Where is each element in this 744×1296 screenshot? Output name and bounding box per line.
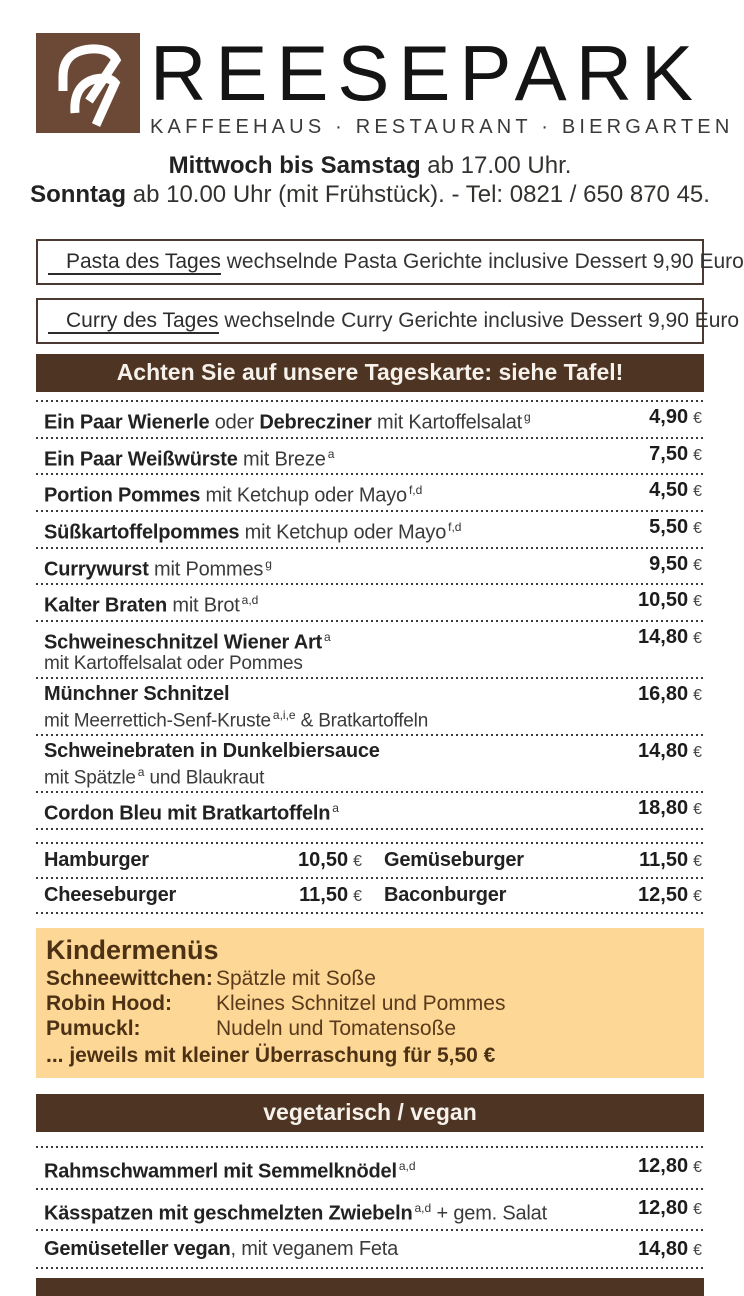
item-subline bbox=[44, 762, 380, 788]
item-text: & Bratkartoffeln bbox=[295, 709, 429, 731]
special-box-pasta bbox=[36, 239, 744, 285]
kids-menu-item bbox=[46, 966, 688, 991]
item-name-block bbox=[44, 589, 258, 617]
item-price: 14,80 € bbox=[638, 739, 702, 762]
euro-sign: € bbox=[693, 743, 702, 761]
item-text: Schweineschnitzel Wiener Art bbox=[44, 631, 322, 654]
item-name bbox=[44, 1155, 416, 1183]
allergen-code: a bbox=[324, 629, 331, 644]
item-subline bbox=[44, 654, 331, 674]
item-name-block bbox=[44, 626, 331, 674]
kids-footer: ... jeweils mit kleiner Überraschung für 5,50 € bbox=[46, 1043, 496, 1067]
hours-line2-time: ab 10.00 Uhr (mit Frühstück). - Tel: 0821 / 650 870 45. bbox=[126, 181, 710, 208]
item-price: 4,90 € bbox=[649, 406, 702, 428]
euro-sign: € bbox=[693, 629, 702, 647]
allergen-code: a bbox=[332, 801, 339, 816]
item-name bbox=[44, 797, 339, 825]
menu-item bbox=[36, 475, 704, 510]
item-text: Kässpatzen mit geschmelzten Zwiebeln bbox=[44, 1202, 413, 1225]
burger-item bbox=[44, 884, 380, 908]
menu-item bbox=[36, 679, 704, 734]
item-price: 14,80 € bbox=[638, 625, 702, 648]
allergen-code: a,d bbox=[414, 1200, 432, 1215]
item-name-block bbox=[44, 553, 272, 581]
banner-tageskarte: Achten Sie auf unsere Tageskarte: siehe Tafel! bbox=[36, 354, 704, 392]
menu-item bbox=[36, 439, 704, 474]
item-price: 12,80 € bbox=[638, 1196, 702, 1219]
item-price: 12,80 € bbox=[638, 1154, 702, 1177]
menu-item bbox=[36, 1231, 704, 1267]
item-price: 11,50 € bbox=[639, 848, 702, 871]
restaurant-title: REESEPARK bbox=[150, 29, 703, 117]
item-name-block bbox=[44, 1197, 547, 1225]
item-text: Gemüseteller vegan bbox=[44, 1238, 231, 1261]
burger-item bbox=[44, 849, 380, 873]
item-name-block bbox=[44, 1155, 416, 1183]
item-text: Portion Pommes bbox=[44, 484, 201, 507]
euro-sign: € bbox=[693, 593, 702, 611]
item-text: mit Spätzle bbox=[44, 767, 136, 789]
menu-item bbox=[36, 622, 704, 677]
dotted-divider bbox=[36, 1267, 704, 1269]
item-name-block bbox=[44, 683, 428, 731]
item-text: Rahmschwammerl mit Semmelknödel bbox=[44, 1160, 397, 1183]
item-price: 16,80 € bbox=[638, 682, 702, 705]
restaurant-subtitle: KAFFEEHAUS · RESTAURANT · BIERGARTEN bbox=[150, 116, 734, 138]
item-price: 7,50 € bbox=[649, 442, 702, 465]
item-text: oder bbox=[209, 411, 260, 434]
item-name bbox=[44, 740, 380, 762]
hours-line1-time: ab 17.00 Uhr. bbox=[420, 152, 572, 179]
item-text: mit Kartoffelsalat oder Pommes bbox=[44, 652, 303, 674]
kids-item-label: Pumuckl: bbox=[46, 1016, 141, 1040]
item-text: mit Kartoffelsalat bbox=[371, 411, 522, 434]
burger-item bbox=[380, 849, 702, 873]
item-name-block bbox=[44, 479, 422, 507]
kids-item-desc: Kleines Schnitzel und Pommes bbox=[216, 991, 506, 1015]
main-menu-list bbox=[36, 400, 704, 830]
burger-row bbox=[36, 844, 704, 877]
item-price: 18,80 € bbox=[638, 797, 702, 820]
item-text: Ein Paar Wienerle bbox=[44, 411, 210, 434]
euro-sign: € bbox=[693, 410, 702, 427]
kids-item-label: Schneewittchen: bbox=[46, 966, 213, 990]
item-price: 10,50 € bbox=[298, 848, 362, 871]
item-price: 12,50 € bbox=[638, 883, 702, 906]
footer-bar bbox=[36, 1278, 704, 1296]
item-name-block bbox=[44, 1238, 398, 1260]
kids-item-desc: Nudeln und Tomatensoße bbox=[216, 1016, 457, 1040]
item-text: mit Brot bbox=[167, 594, 240, 617]
special-desc: wechselnde Curry Gerichte inclusive Dessert 9,90 Euro bbox=[218, 309, 740, 332]
item-name bbox=[44, 1197, 547, 1225]
menu-item bbox=[36, 549, 704, 584]
menu-item bbox=[36, 1190, 704, 1230]
euro-sign: € bbox=[693, 1158, 702, 1176]
dotted-divider bbox=[36, 828, 704, 830]
menu-content bbox=[36, 239, 744, 1296]
euro-sign: € bbox=[693, 686, 702, 704]
reesepark-r-icon bbox=[36, 33, 140, 133]
item-name-block bbox=[44, 740, 380, 788]
burger-item bbox=[380, 884, 702, 908]
item-name: Cheeseburger bbox=[44, 883, 177, 906]
reesepark-logo bbox=[36, 33, 140, 133]
hours-line2-days: Sonntag bbox=[30, 181, 127, 208]
item-text: mit Breze bbox=[237, 448, 326, 471]
item-name: Hamburger bbox=[44, 848, 149, 871]
item-text: Currywurst bbox=[44, 558, 149, 581]
euro-sign: € bbox=[693, 556, 702, 574]
item-text: Ein Paar Weißwürste bbox=[44, 448, 238, 471]
item-price: 9,50 € bbox=[649, 552, 702, 575]
kids-menu-item bbox=[46, 991, 688, 1016]
allergen-code: f,d bbox=[448, 519, 462, 534]
menu-item bbox=[36, 512, 704, 547]
kids-heading: Kindermenüs bbox=[46, 934, 219, 965]
item-text: Kalter Braten bbox=[44, 594, 167, 617]
allergen-code: a,d bbox=[241, 593, 259, 608]
menu-item bbox=[36, 736, 704, 791]
menu-page bbox=[0, 29, 744, 1283]
item-text: mit Ketchup oder Mayo bbox=[239, 521, 447, 544]
euro-sign: € bbox=[693, 887, 702, 905]
kids-menu-item bbox=[46, 1016, 688, 1041]
item-text: Süßkartoffelpommes bbox=[44, 521, 240, 544]
special-title: Pasta des Tages bbox=[48, 250, 221, 275]
item-name bbox=[44, 479, 422, 507]
item-price: 5,50 € bbox=[649, 515, 702, 538]
allergen-code: f,d bbox=[408, 483, 423, 498]
veg-menu-list bbox=[36, 1146, 704, 1269]
item-name bbox=[44, 626, 331, 654]
burger-menu-list bbox=[36, 842, 704, 914]
item-text: mit Pommes bbox=[148, 558, 264, 581]
special-box-curry bbox=[36, 298, 740, 344]
allergen-code: g bbox=[523, 410, 531, 424]
item-name bbox=[44, 683, 428, 705]
euro-sign: € bbox=[693, 1200, 702, 1218]
item-name bbox=[44, 589, 258, 617]
item-name bbox=[44, 406, 531, 434]
menu-item bbox=[36, 402, 704, 437]
euro-sign: € bbox=[693, 519, 702, 537]
item-price: 11,50 € bbox=[299, 883, 362, 906]
opening-hours bbox=[0, 151, 740, 209]
item-price: 14,80 € bbox=[638, 1238, 702, 1261]
hours-line1-days: Mittwoch bis Samstag bbox=[168, 152, 421, 179]
special-desc: wechselnde Pasta Gerichte inclusive Dessert 9,90 Euro bbox=[220, 250, 744, 273]
banner-vegetarisch: vegetarisch / vegan bbox=[36, 1094, 704, 1132]
item-name-block bbox=[44, 797, 339, 825]
allergen-code: a,d bbox=[398, 1158, 416, 1173]
item-name bbox=[44, 443, 334, 471]
allergen-code: a,i,e bbox=[272, 707, 296, 722]
euro-sign: € bbox=[693, 446, 702, 464]
item-name: Baconburger bbox=[384, 883, 507, 906]
menu-item bbox=[36, 585, 704, 620]
header bbox=[36, 29, 734, 139]
item-text: Debrecziner bbox=[259, 411, 372, 434]
item-text: Münchner Schnitzel bbox=[44, 682, 230, 705]
hours-line-2 bbox=[0, 180, 740, 209]
euro-sign: € bbox=[693, 801, 702, 819]
euro-sign: € bbox=[353, 887, 362, 905]
item-name-block bbox=[44, 443, 334, 471]
item-text: mit Ketchup oder Mayo bbox=[200, 484, 407, 507]
kids-rows bbox=[46, 966, 688, 1041]
item-price: 10,50 € bbox=[638, 589, 702, 612]
dotted-divider bbox=[36, 912, 704, 914]
euro-sign: € bbox=[693, 483, 702, 501]
item-name bbox=[44, 553, 272, 581]
title-column bbox=[150, 29, 734, 139]
item-text: + gem. Salat bbox=[431, 1202, 547, 1225]
item-name bbox=[44, 516, 461, 544]
item-text: Cordon Bleu mit Bratkartoffeln bbox=[44, 802, 331, 825]
allergen-code: a bbox=[137, 764, 145, 779]
allergen-code: g bbox=[265, 556, 272, 571]
menu-item bbox=[36, 1148, 704, 1188]
item-name bbox=[44, 1238, 398, 1260]
item-price: 4,50 € bbox=[649, 479, 702, 502]
kids-menu-box bbox=[36, 928, 704, 1078]
item-name-block bbox=[44, 516, 461, 544]
kids-item-label: Robin Hood: bbox=[46, 991, 172, 1015]
item-name-block bbox=[44, 406, 531, 434]
kids-item-desc: Spätzle mit Soße bbox=[216, 966, 376, 990]
euro-sign: € bbox=[353, 852, 362, 870]
euro-sign: € bbox=[693, 1242, 702, 1260]
item-subline bbox=[44, 705, 428, 731]
hours-line-1 bbox=[0, 151, 740, 180]
menu-item bbox=[36, 793, 704, 828]
item-text: mit Meerrettich-Senf-Kruste bbox=[44, 709, 271, 731]
allergen-code: a bbox=[327, 446, 335, 461]
item-text: und Blaukraut bbox=[144, 767, 265, 789]
item-name: Gemüseburger bbox=[384, 848, 524, 871]
euro-sign: € bbox=[693, 852, 702, 870]
special-title: Curry des Tages bbox=[48, 309, 219, 334]
burger-row bbox=[36, 879, 704, 912]
item-text: , mit veganem Feta bbox=[230, 1238, 399, 1261]
item-text: Schweinebraten in Dunkelbiersauce bbox=[44, 739, 380, 762]
